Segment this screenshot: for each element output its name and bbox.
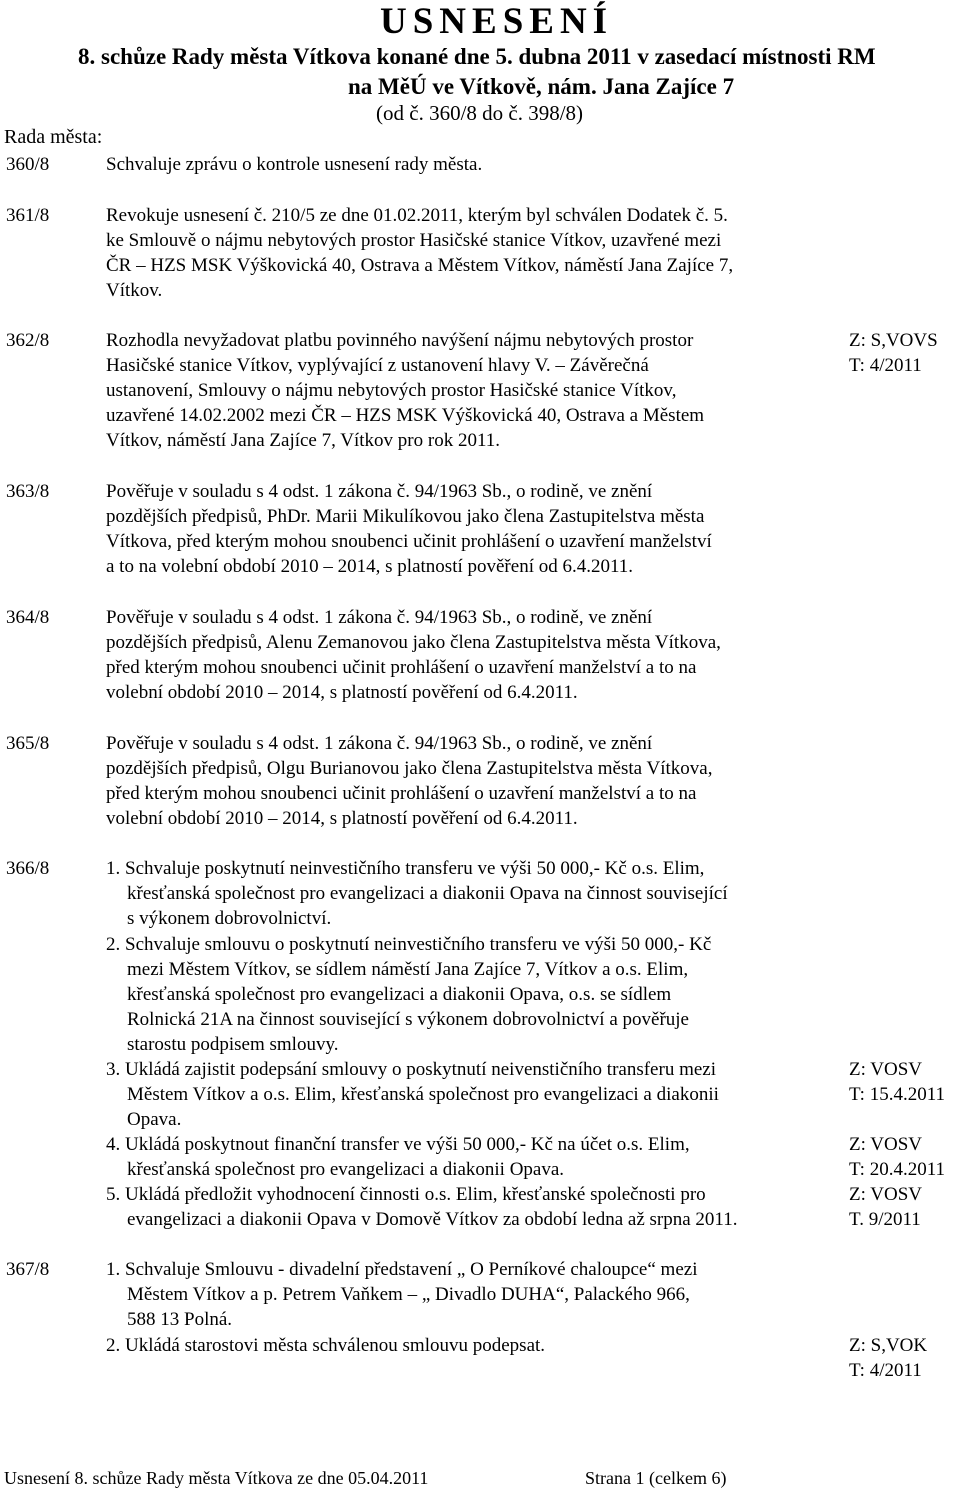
header-line-1: 8. schůze Rady města Vítkova konané dne 5. dubna 2011 v zasedací místnosti RM: [78, 44, 876, 69]
item-line: 1. Schvaluje Smlouvu - divadelní představení „ O Perníkové chaloupce“ mezi: [106, 1259, 698, 1280]
responsible-person: Z: S,VOK: [849, 1335, 928, 1356]
resolution-line: před kterým mohou snoubenci učinit prohlášení o uzavření manželství a to na: [106, 657, 697, 678]
resolution-line: pozdějších předpisů, Olgu Burianovou jako člena Zastupitelstva města Vítkova,: [106, 758, 713, 779]
item-line: 588 13 Polná.: [127, 1309, 233, 1330]
resolution-line: Pověřuje v souladu s 4 odst. 1 zákona č. 94/1963 Sb., o rodině, ve znění: [106, 607, 653, 628]
item-line: starostu podpisem smlouvy.: [127, 1034, 339, 1055]
document-title: USNESENÍ: [380, 1, 614, 42]
resolution-number: 364/8: [6, 607, 50, 628]
resolution-line: uzavřené 14.02.2002 mezi ČR – HZS MSK Výškovická 40, Ostrava a Městem: [106, 405, 705, 426]
resolution-line: Revokuje usnesení č. 210/5 ze dne 01.02.2011, kterým byl schválen Dodatek č. 5.: [106, 205, 728, 226]
item-line: Rolnická 21A na činnost související s výkonem dobrovolnictví a pověřuje: [127, 1009, 689, 1030]
resolution-line: Rozhodla nevyžadovat platbu povinného navýšení nájmu nebytových prostor: [106, 330, 694, 351]
item-line: křesťanská společnost pro evangelizaci a diakonii Opava, o.s. se sídlem: [127, 984, 672, 1005]
item-line: 2. Ukládá starostovi města schválenou smlouvu podepsat.: [106, 1335, 546, 1356]
resolution-number: 365/8: [6, 733, 50, 754]
resolution-line: Hasičské stanice Vítkov, vyplývající z ustanovení hlavy V. – Závěrečná: [106, 355, 649, 376]
item-line: 5. Ukládá předložit vyhodnocení činnosti o.s. Elim, křesťanské společnosti pro: [106, 1184, 706, 1205]
resolution-line: volební období 2010 – 2014, s platností pověření od 6.4.2011.: [106, 808, 578, 829]
responsible-person: Z: VOSV: [849, 1059, 923, 1080]
item-line: mezi Městem Vítkov, se sídlem náměstí Jana Zajíce 7, Vítkov a o.s. Elim,: [127, 959, 689, 980]
responsible-person: Z: VOSV: [849, 1184, 923, 1205]
resolution-line: Pověřuje v souladu s 4 odst. 1 zákona č. 94/1963 Sb., o rodině, ve znění: [106, 481, 653, 502]
item-line: Městem Vítkov a o.s. Elim, křesťanská společnost pro evangelizaci a diakonii: [127, 1084, 719, 1105]
resolution-number: 367/8: [6, 1259, 50, 1280]
footer-left: Usnesení 8. schůze Rady města Vítkova ze dne 05.04.2011: [4, 1468, 429, 1488]
item-line: 1. Schvaluje poskytnutí neinvestičního transferu ve výši 50 000,- Kč o.s. Elim,: [106, 858, 705, 879]
deadline: T: 4/2011: [849, 1360, 922, 1381]
resolution-line: Vítkov.: [106, 280, 163, 301]
item-line: 2. Schvaluje smlouvu o poskytnutí neinvestičního transferu ve výši 50 000,- Kč: [106, 934, 712, 955]
resolution-line: před kterým mohou snoubenci učinit prohlášení o uzavření manželství a to na: [106, 783, 697, 804]
resolution-number: 363/8: [6, 481, 50, 502]
header-line-2: na MěÚ ve Vítkově, nám. Jana Zajíce 7: [348, 74, 735, 99]
page-number: Strana 1 (celkem 6): [585, 1468, 727, 1488]
item-line: s výkonem dobrovolnictví.: [127, 908, 332, 929]
responsible-person: Z: S,VOVS: [849, 330, 938, 351]
resolution-line: ke Smlouvě o nájmu nebytových prostor Hasičské stanice Vítkov, uzavřené mezi: [106, 230, 722, 251]
resolution-number: 360/8: [6, 154, 50, 175]
resolution-line: ustanovení, Smlouvy o nájmu nebytových prostor Hasičské stanice Vítkov,: [106, 380, 677, 401]
resolution-number: 362/8: [6, 330, 50, 351]
header-line-3: (od č. 360/8 do č. 398/8): [376, 101, 584, 125]
resolution-line: a to na volební období 2010 – 2014, s platností pověření od 6.4.2011.: [106, 556, 634, 577]
resolution-line: volební období 2010 – 2014, s platností pověření od 6.4.2011.: [106, 682, 578, 703]
deadline: T: 20.4.2011: [849, 1159, 945, 1180]
responsible-person: Z: VOSV: [849, 1134, 923, 1155]
deadline: T: 4/2011: [849, 355, 922, 376]
deadline: T: 15.4.2011: [849, 1084, 945, 1105]
resolution-number: 366/8: [6, 858, 50, 879]
resolution-line: ČR – HZS MSK Výškovická 40, Ostrava a Městem Vítkov, náměstí Jana Zajíce 7,: [106, 255, 734, 276]
resolution-text: Schvaluje zprávu o kontrole usnesení rady města.: [106, 154, 483, 175]
item-line: křesťanská společnost pro evangelizaci a diakonii Opava.: [127, 1159, 565, 1180]
item-line: Opava.: [127, 1109, 182, 1130]
item-line: evangelizaci a diakonii Opava v Domově Vítkov za období ledna až srpna 2011.: [127, 1209, 738, 1230]
item-line: Městem Vítkov a p. Petrem Vaňkem – „ Divadlo DUHA“, Palackého 966,: [127, 1284, 690, 1305]
deadline: T. 9/2011: [849, 1209, 921, 1230]
resolution-line: Pověřuje v souladu s 4 odst. 1 zákona č. 94/1963 Sb., o rodině, ve znění: [106, 733, 653, 754]
resolution-line: Vítkov, náměstí Jana Zajíce 7, Vítkov pro rok 2011.: [106, 430, 500, 451]
council-label: Rada města:: [4, 126, 103, 148]
item-line: křesťanská společnost pro evangelizaci a diakonii Opava na činnost související: [127, 883, 728, 904]
resolution-line: pozdějších předpisů, PhDr. Marii Mikulíkovou jako člena Zastupitelstva města: [106, 506, 705, 527]
resolution-number: 361/8: [6, 205, 50, 226]
resolution-line: Vítkova, před kterým mohou snoubenci učinit prohlášení o uzavření manželství: [106, 531, 712, 552]
resolution-line: pozdějších předpisů, Alenu Zemanovou jako člena Zastupitelstva města Vítkova,: [106, 632, 721, 653]
item-line: 3. Ukládá zajistit podepsání smlouvy o poskytnutí neivenstičního transferu mezi: [106, 1059, 716, 1080]
item-line: 4. Ukládá poskytnout finanční transfer ve výši 50 000,- Kč na účet o.s. Elim,: [106, 1134, 690, 1155]
